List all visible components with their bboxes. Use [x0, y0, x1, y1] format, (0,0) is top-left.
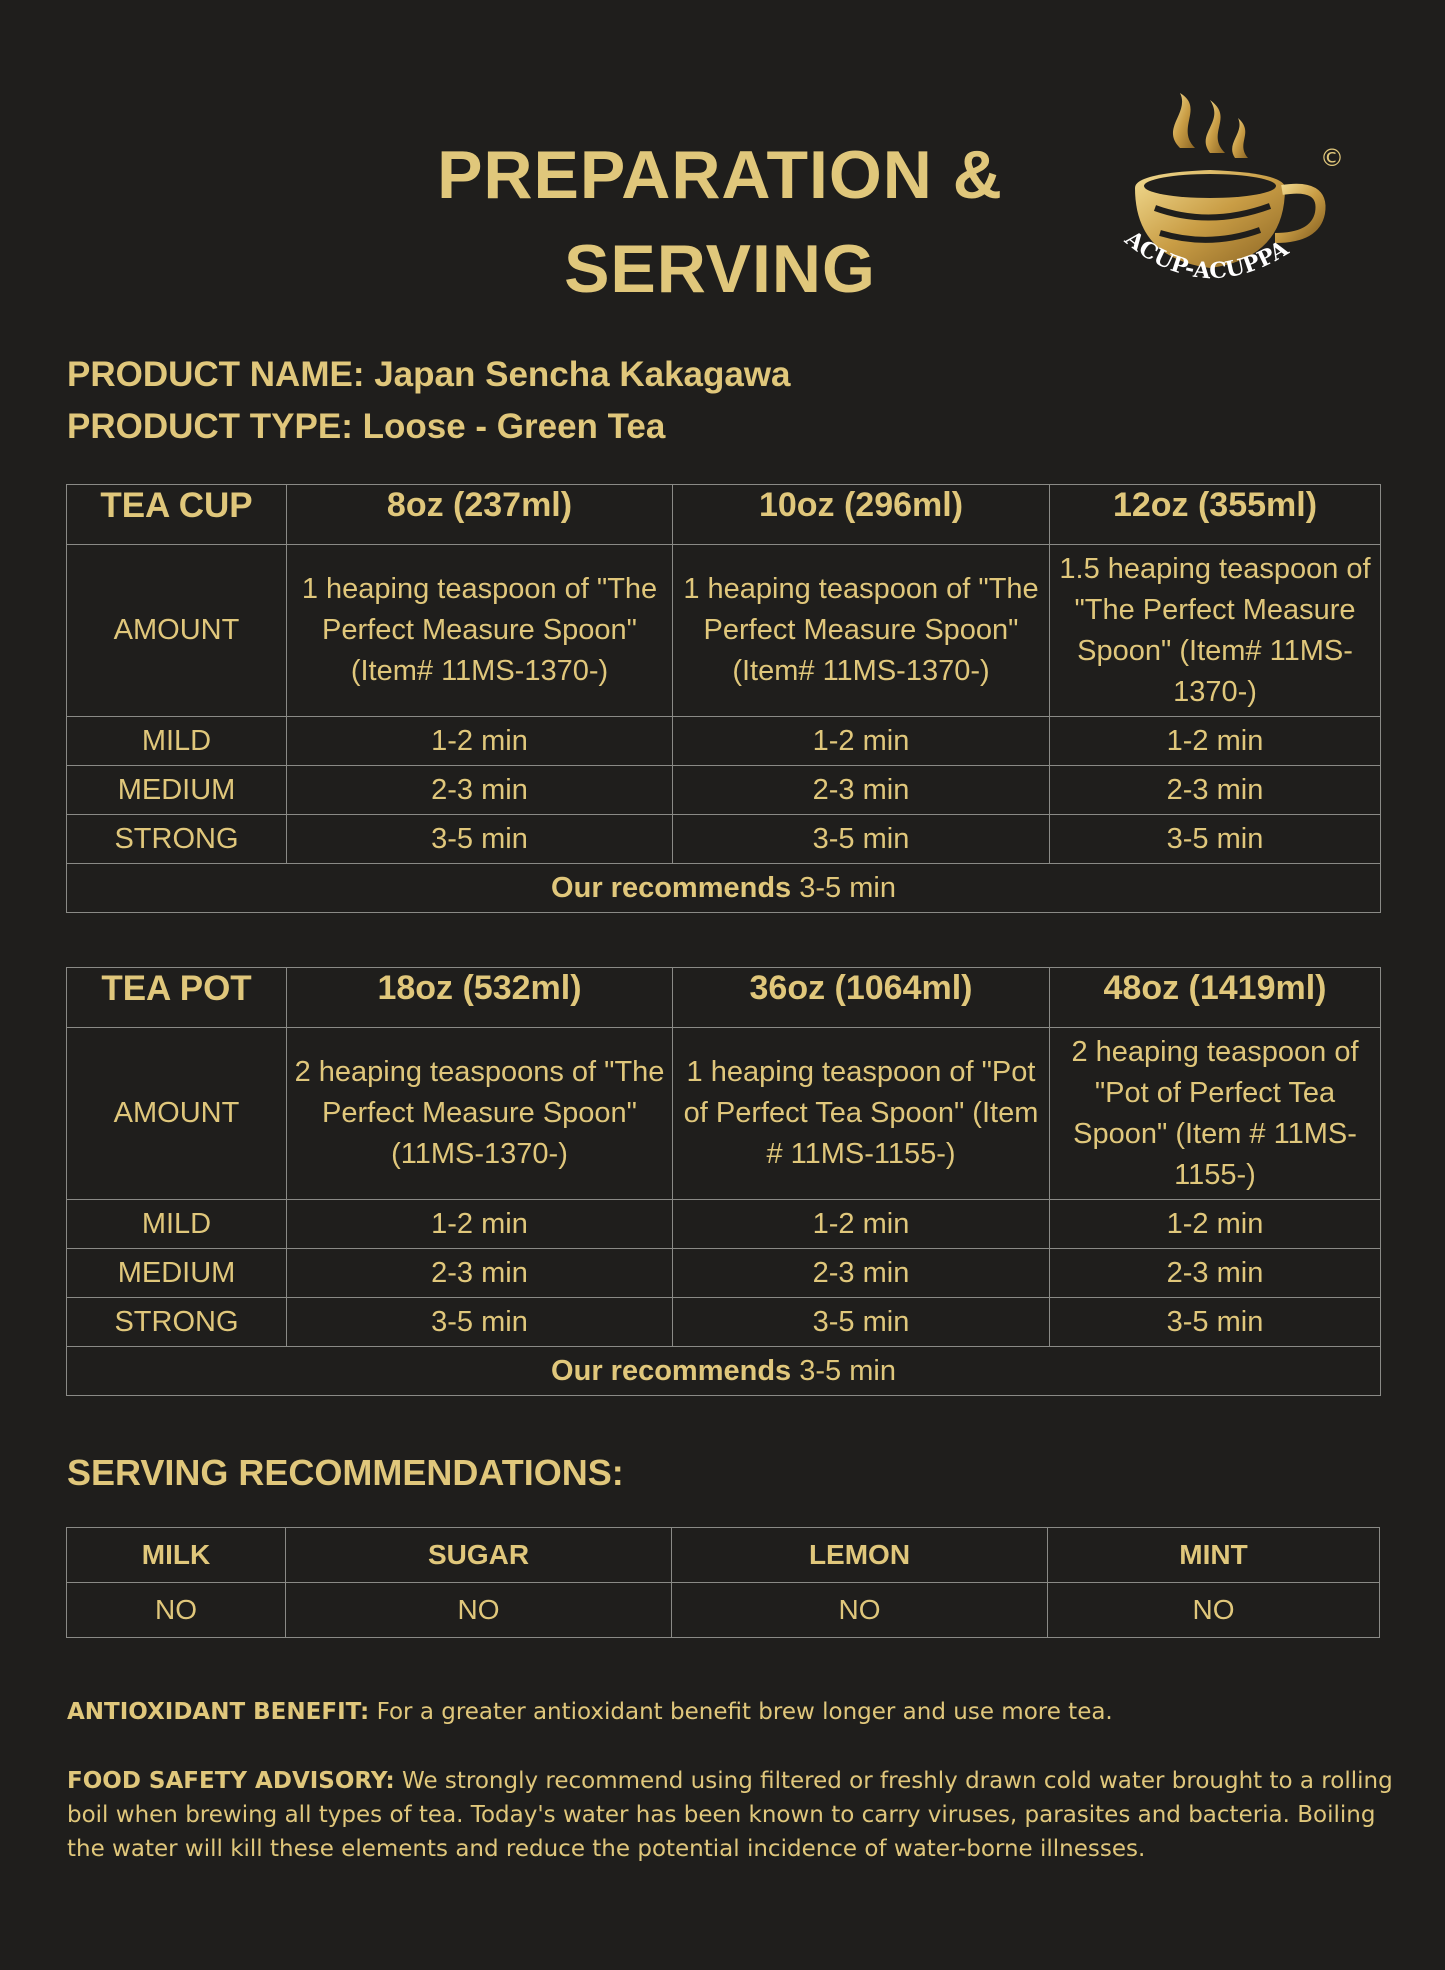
serving-table — [66, 1527, 1380, 1638]
tea-pot-header: TEA POT — [67, 968, 287, 1028]
milk-header: MILK — [67, 1528, 286, 1583]
recommend-value: 3-5 min — [799, 1354, 896, 1387]
antioxidant-note — [67, 1695, 1397, 1729]
row-label: AMOUNT — [67, 545, 287, 717]
table-row — [67, 545, 1381, 717]
row-label: MEDIUM — [67, 1249, 287, 1298]
page-title — [290, 128, 1150, 316]
table-row — [67, 815, 1381, 864]
time-cell: 2-3 min — [673, 1249, 1050, 1298]
recommend-label: Our recommends — [551, 871, 792, 904]
amount-cell: 2 heaping teaspoon of "Pot of Perfect Tea Spoon" (Item # 11MS-1155-) — [1050, 1028, 1381, 1200]
time-cell: 2-3 min — [287, 766, 673, 815]
lemon-header: LEMON — [672, 1528, 1048, 1583]
time-cell: 3-5 min — [287, 1298, 673, 1347]
time-cell: 2-3 min — [287, 1249, 673, 1298]
table-row — [67, 1583, 1380, 1638]
recommend-cell — [67, 864, 1381, 913]
row-label: STRONG — [67, 1298, 287, 1347]
product-name-label: PRODUCT NAME: — [67, 355, 365, 394]
time-cell: 3-5 min — [673, 1298, 1050, 1347]
table-row — [67, 1249, 1381, 1298]
time-cell: 3-5 min — [673, 815, 1050, 864]
food-safety-label: FOOD SAFETY ADVISORY: — [67, 1768, 395, 1794]
time-cell: 1-2 min — [1050, 1200, 1381, 1249]
time-cell: 2-3 min — [673, 766, 1050, 815]
amount-cell: 2 heaping teaspoons of "The Perfect Measure Spoon" (11MS-1370-) — [287, 1028, 673, 1200]
recommend-row — [67, 1347, 1381, 1396]
table-row — [67, 1028, 1381, 1200]
row-label: MEDIUM — [67, 766, 287, 815]
recommend-value: 3-5 min — [799, 871, 896, 904]
table-row — [67, 717, 1381, 766]
brand-logo — [1110, 88, 1360, 308]
antioxidant-text: For a greater antioxidant benefit brew longer and use more tea. — [376, 1699, 1113, 1725]
recommend-row — [67, 864, 1381, 913]
steam-icon — [1173, 93, 1248, 158]
recommend-label: Our recommends — [551, 1354, 792, 1387]
time-cell: 1-2 min — [673, 1200, 1050, 1249]
table-row — [67, 766, 1381, 815]
size-header: 10oz (296ml) — [673, 485, 1050, 545]
tea-cup-table — [66, 484, 1381, 913]
title-line-1: PREPARATION & — [437, 137, 1003, 213]
title-line-2: SERVING — [564, 231, 876, 307]
time-cell: 1-2 min — [287, 1200, 673, 1249]
table-row — [67, 1298, 1381, 1347]
time-cell: 1-2 min — [1050, 717, 1381, 766]
mint-value: NO — [1048, 1583, 1380, 1638]
milk-value: NO — [67, 1583, 286, 1638]
food-safety-text: We strongly recommend using filtered or freshly drawn cold water brought to a rolling boil when brewing all types of tea. Today's water has been known to carry viruses, parasites and bacteria. Boiling the water will kill these elements and reduce the potential incidence of water-borne illnesses. — [67, 1768, 1393, 1862]
product-name — [67, 355, 791, 395]
table-header-row — [67, 485, 1381, 545]
time-cell: 2-3 min — [1050, 766, 1381, 815]
lemon-value: NO — [672, 1583, 1048, 1638]
tea-pot-table — [66, 967, 1381, 1396]
copyright-mark: © — [1320, 144, 1344, 172]
mint-header: MINT — [1048, 1528, 1380, 1583]
antioxidant-label: ANTIOXIDANT BENEFIT: — [67, 1699, 370, 1725]
product-type — [67, 407, 665, 447]
time-cell: 1-2 min — [673, 717, 1050, 766]
tea-cup-header: TEA CUP — [67, 485, 287, 545]
sugar-value: NO — [286, 1583, 672, 1638]
time-cell: 3-5 min — [1050, 815, 1381, 864]
size-header: 8oz (237ml) — [287, 485, 673, 545]
size-header: 12oz (355ml) — [1050, 485, 1381, 545]
time-cell: 3-5 min — [287, 815, 673, 864]
table-row — [67, 1200, 1381, 1249]
size-header: 18oz (532ml) — [287, 968, 673, 1028]
row-label: AMOUNT — [67, 1028, 287, 1200]
product-type-label: PRODUCT TYPE: — [67, 407, 353, 446]
product-name-value: Japan Sencha Kakagawa — [374, 355, 791, 394]
product-type-value: Loose - Green Tea — [362, 407, 666, 446]
sugar-header: SUGAR — [286, 1528, 672, 1583]
serving-title: SERVING RECOMMENDATIONS: — [67, 1452, 624, 1493]
amount-cell: 1 heaping teaspoon of "Pot of Perfect Tea Spoon" (Item # 11MS-1155-) — [673, 1028, 1050, 1200]
recommend-cell — [67, 1347, 1381, 1396]
amount-cell: 1 heaping teaspoon of "The Perfect Measure Spoon" (Item# 11MS-1370-) — [287, 545, 673, 717]
time-cell: 2-3 min — [1050, 1249, 1381, 1298]
food-safety-note — [67, 1764, 1397, 1866]
table-header-row — [67, 968, 1381, 1028]
amount-cell: 1 heaping teaspoon of "The Perfect Measure Spoon" (Item# 11MS-1370-) — [673, 545, 1050, 717]
time-cell: 3-5 min — [1050, 1298, 1381, 1347]
time-cell: 1-2 min — [287, 717, 673, 766]
amount-cell: 1.5 heaping teaspoon of "The Perfect Measure Spoon" (Item# 11MS-1370-) — [1050, 545, 1381, 717]
size-header: 48oz (1419ml) — [1050, 968, 1381, 1028]
brand-text: ACUP-ACUPPA — [1119, 225, 1293, 285]
size-header: 36oz (1064ml) — [673, 968, 1050, 1028]
row-label: MILD — [67, 1200, 287, 1249]
table-header-row — [67, 1528, 1380, 1583]
row-label: STRONG — [67, 815, 287, 864]
row-label: MILD — [67, 717, 287, 766]
